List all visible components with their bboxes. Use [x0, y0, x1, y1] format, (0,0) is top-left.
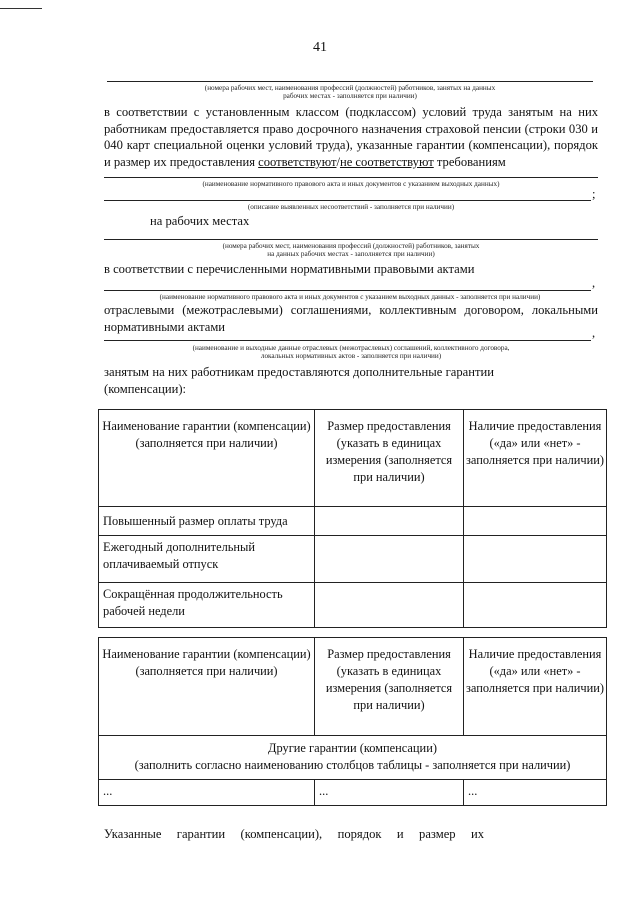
caption-regulation: (наименование нормативного правового акта и иных документов с указанием выходных данных) — [202, 180, 500, 188]
header-availability: Наличие предоставления («да» или «нет» - заполняется при наличии) — [464, 410, 607, 507]
caption-agreements — [104, 344, 598, 360]
table-header-row — [99, 410, 607, 507]
comma: , — [592, 276, 596, 290]
caption-workplaces-2 — [104, 242, 598, 258]
closing-text: Указанные гарантии (компенсации), порядок и размер их — [104, 827, 484, 841]
caption-line: (номера рабочих мест, наименования профессий (должностей) работников, занятых — [222, 242, 480, 250]
fill-line — [104, 200, 591, 201]
table-header-row — [99, 638, 607, 736]
availability-cell — [464, 507, 607, 536]
table-merged-row — [99, 736, 607, 780]
availability-cell — [464, 583, 607, 628]
other-guarantees-title: Другие гарантии (компенсации) — [268, 741, 437, 755]
paragraph-pension-right — [104, 104, 598, 170]
paragraph-text-end: требованиям — [433, 154, 506, 169]
other-guarantees-cell — [99, 736, 607, 780]
caption-line: локальных нормативных актов - заполняется при наличии) — [260, 352, 442, 360]
caption-line: (наименование и выходные данные отраслевых (межотраслевых) соглашений, коллективного договора, — [192, 344, 510, 352]
fill-line — [107, 81, 593, 82]
option-comply: соответствуют — [258, 154, 337, 169]
fill-line — [104, 340, 591, 341]
top-edge-line — [0, 8, 42, 9]
table-row — [99, 507, 607, 536]
fill-line — [104, 290, 591, 291]
fill-line — [104, 177, 598, 178]
ellipsis-cell: ... — [99, 780, 315, 806]
employed-text: занятым на них работникам предоставляются дополнительные гарантии (компенсации): — [104, 365, 494, 396]
ellipsis-cell: ... — [464, 780, 607, 806]
agreements-text: отраслевыми (межотраслевыми) соглашениями, коллективным договором, локальными нормативными актами — [104, 303, 598, 334]
other-guarantees-note: (заполнить согласно наименованию столбцов таблицы - заполняется при наличии) — [134, 758, 571, 772]
other-guarantees-table — [98, 637, 607, 806]
size-cell — [315, 507, 464, 536]
workplaces-label: на рабочих местах — [150, 214, 250, 228]
size-cell — [315, 536, 464, 583]
caption-workplaces — [107, 84, 593, 100]
caption-line: на данных рабочих местах - заполняется при наличии) — [267, 250, 435, 258]
ellipsis-cell: ... — [315, 780, 464, 806]
row-label: Повышенный размер оплаты труда — [99, 507, 315, 536]
availability-cell — [464, 536, 607, 583]
table-row — [99, 780, 607, 806]
caption-line: рабочих местах - заполняется при наличии) — [283, 92, 417, 100]
caption-regulation-2: (наименование нормативного правового акта и иных документов с указанием выходных данных - заполняется при наличии) — [159, 293, 541, 301]
size-cell — [315, 583, 464, 628]
slash: / — [336, 154, 340, 169]
semicolon: ; — [592, 187, 596, 201]
header-guarantee-name: Наименование гарантии (компенсации) (заполняется при наличии) — [99, 638, 315, 736]
caption-line: (номера рабочих мест, наименования профессий (должностей) работников, занятых на данных — [204, 84, 496, 92]
header-size: Размер предоставления (указать в единицах измерения (заполняется при наличии) — [315, 638, 464, 736]
caption-discrepancies: (описание выявленных несоответствий - заполняется при наличии) — [247, 203, 455, 211]
row-label: Сокращённая продолжительность рабочей недели — [99, 583, 315, 628]
guarantees-table — [98, 409, 607, 628]
header-size: Размер предоставления (указать в единицах измерения (заполняется при наличии) — [315, 410, 464, 507]
fill-line — [104, 239, 598, 240]
page-number: 41 — [313, 40, 327, 55]
table-row — [99, 583, 607, 628]
row-label: Ежегодный дополнительный оплачиваемый отпуск — [99, 536, 315, 583]
accordance-line: в соответствии с перечисленными нормативными правовыми актами — [104, 262, 475, 276]
paragraph-text: в соответствии с установленным классом (подклассом) условий труда занятым на них работникам предоставляется право досрочного назначения страховой пенсии (строки 030 и 040 карт специальной оценки условий труда), указанные гарантии (компенсации), порядок и размер их предоставления — [104, 105, 598, 169]
header-availability: Наличие предоставления («да» или «нет» - заполняется при наличии) — [464, 638, 607, 736]
header-guarantee-name: Наименование гарантии (компенсации) (заполняется при наличии) — [99, 410, 315, 507]
table-row — [99, 536, 607, 583]
comma-2: , — [592, 326, 596, 340]
option-not-comply: не соответствуют — [339, 154, 434, 169]
